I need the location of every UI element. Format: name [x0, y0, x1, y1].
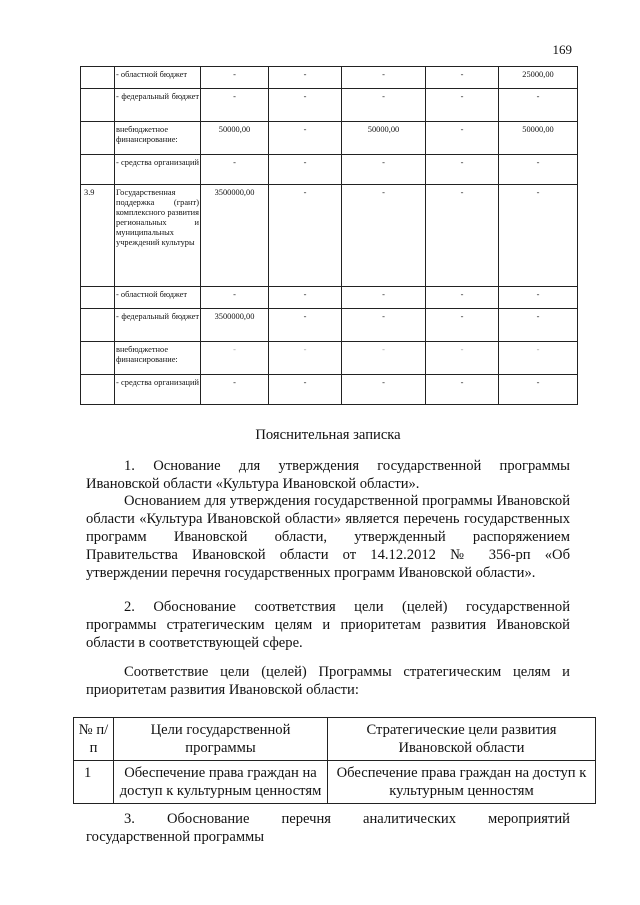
- note-title: Пояснительная записка: [255, 427, 401, 443]
- value-cell: -: [342, 342, 426, 375]
- line: государственной программы: [86, 829, 265, 845]
- row-goal: Обеспечение права граждан на доступ к культурным ценностям: [114, 761, 328, 804]
- value-cell: -: [426, 185, 499, 287]
- value-cell: -: [201, 375, 269, 405]
- value-cell: -: [201, 342, 269, 375]
- value-cell: -: [269, 155, 342, 185]
- paragraph-analytics-heading: [86, 810, 570, 846]
- table-row: [81, 185, 578, 287]
- row-index: [81, 287, 115, 309]
- goals-table: [73, 717, 596, 804]
- header-num: № п/п: [74, 718, 114, 761]
- row-label: - федеральный бюджет: [115, 309, 201, 342]
- value-cell: 50000,00: [201, 122, 269, 155]
- value-cell: -: [342, 375, 426, 405]
- table-row: [81, 309, 578, 342]
- value-cell: -: [269, 287, 342, 309]
- value-cell: -: [269, 342, 342, 375]
- paragraph-goals-heading: 2. Обоснование соответствия цели (целей) государственной программы стратегическим целям и приоритетам развития Ивановской области в соответствующей сфере.: [86, 599, 570, 651]
- value-cell: -: [499, 185, 578, 287]
- value-cell: -: [269, 375, 342, 405]
- row-label: - средства организаций: [115, 155, 201, 185]
- row-index: [81, 155, 115, 185]
- row-label: внебюджетное финансирование:: [115, 122, 201, 155]
- value-cell: -: [269, 309, 342, 342]
- table-row: [81, 287, 578, 309]
- table-row: [81, 342, 578, 375]
- value-cell: -: [499, 342, 578, 375]
- value-cell: -: [342, 155, 426, 185]
- word: 3.: [124, 811, 135, 827]
- value-cell: -: [201, 155, 269, 185]
- table-row: [81, 155, 578, 185]
- value-cell: -: [499, 89, 578, 122]
- value-cell: -: [201, 287, 269, 309]
- value-cell: -: [342, 67, 426, 89]
- value-cell: -: [499, 309, 578, 342]
- table-row: [81, 89, 578, 122]
- table-header-row: [74, 718, 596, 761]
- value-cell: -: [269, 185, 342, 287]
- value-cell: -: [426, 309, 499, 342]
- table-row: [81, 375, 578, 405]
- row-index: [81, 122, 115, 155]
- row-label: - областной бюджет: [115, 67, 201, 89]
- row-num: 1: [74, 761, 114, 804]
- value-cell: -: [426, 287, 499, 309]
- table-row: [81, 67, 578, 89]
- header-goals: Цели государственной программы: [114, 718, 328, 761]
- value-cell: -: [499, 375, 578, 405]
- paragraph-basis-text: Основанием для утверждения государственной программы Ивановской области «Культура Ивановской области» является перечень государственных программ Ивановской области, утвержденный распоряжением Правительства Ивановской области от 14.12.2012 № 356-рп «Об утверждении перечня государственных программ Ивановской области».: [86, 493, 570, 581]
- value-cell: -: [499, 155, 578, 185]
- paragraph-goals-intro: Соответствие цели (целей) Программы стратегическим целям и приоритетам развития Ивановской области:: [86, 664, 570, 698]
- value-cell: -: [201, 89, 269, 122]
- word: перечня: [281, 811, 331, 827]
- paragraph-basis-heading: 1. Основание для утверждения государственной программы Ивановской области «Культура Ивановской области».: [86, 458, 570, 492]
- row-index: 3.9: [81, 185, 115, 287]
- value-cell: 50000,00: [499, 122, 578, 155]
- value-cell: -: [426, 89, 499, 122]
- row-label: Государственная поддержка (грант) комплексного развития региональных и муниципальных учреждений культуры: [115, 185, 201, 287]
- value-cell: -: [342, 309, 426, 342]
- row-index: [81, 89, 115, 122]
- row-label: - областной бюджет: [115, 287, 201, 309]
- row-strategic: Обеспечение права граждан на доступ к культурным ценностям: [328, 761, 596, 804]
- value-cell: 25000,00: [499, 67, 578, 89]
- row-label: - федеральный бюджет: [115, 89, 201, 122]
- value-cell: -: [269, 67, 342, 89]
- row-index: [81, 309, 115, 342]
- value-cell: -: [426, 67, 499, 89]
- word: Обоснование: [166, 811, 250, 827]
- table-row: [81, 122, 578, 155]
- table-row: [74, 761, 596, 804]
- row-index: [81, 375, 115, 405]
- value-cell: -: [342, 287, 426, 309]
- value-cell: -: [269, 89, 342, 122]
- value-cell: 3500000,00: [201, 309, 269, 342]
- row-index: [81, 342, 115, 375]
- value-cell: -: [426, 375, 499, 405]
- value-cell: -: [426, 122, 499, 155]
- value-cell: -: [342, 185, 426, 287]
- value-cell: -: [342, 89, 426, 122]
- value-cell: -: [499, 287, 578, 309]
- value-cell: 50000,00: [342, 122, 426, 155]
- word: мероприятий: [488, 811, 570, 827]
- row-label: - средства организаций: [115, 375, 201, 405]
- header-strategic: Стратегические цели развития Ивановской области: [328, 718, 596, 761]
- value-cell: -: [269, 122, 342, 155]
- value-cell: -: [426, 342, 499, 375]
- row-index: [81, 67, 115, 89]
- value-cell: -: [426, 155, 499, 185]
- value-cell: 3500000,00: [201, 185, 269, 287]
- budget-table: [80, 66, 578, 405]
- word: аналитических: [363, 811, 457, 827]
- page-number: 169: [552, 42, 572, 57]
- value-cell: -: [201, 67, 269, 89]
- row-label: внебюджетное финансирование:: [115, 342, 201, 375]
